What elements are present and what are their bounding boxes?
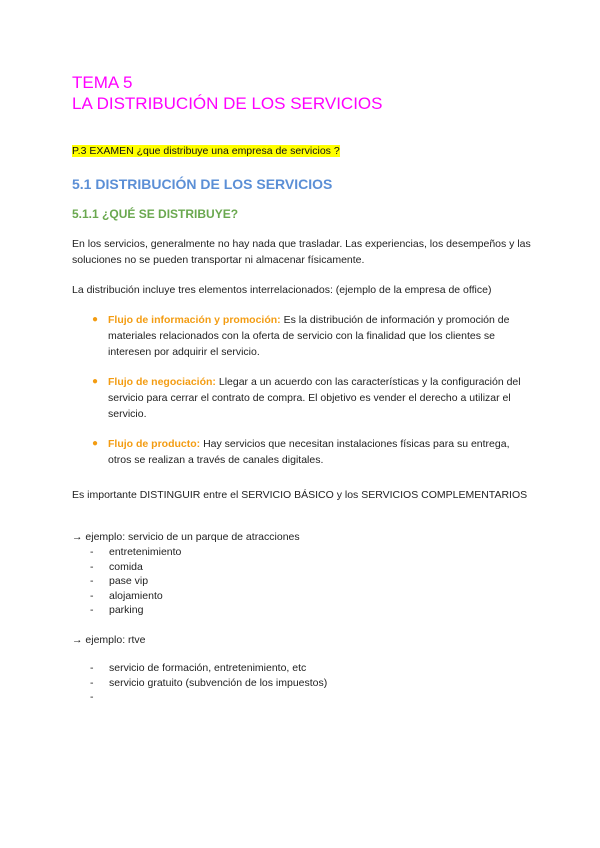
page-title <box>72 72 383 114</box>
list-item <box>72 676 532 691</box>
bullet-text: Llegar a un acuerdo con las características y la configuración del servicio para cerrar el contrato de compra. El objetivo es vender el derecho a utilizar el servicio. <box>108 376 521 420</box>
list-item-text: servicio de formación, entretenimiento, etc <box>109 662 307 674</box>
list-item-text: servicio gratuito (subvención de los impuestos) <box>109 676 328 689</box>
dash-icon: - <box>90 604 94 616</box>
example-1-label: → ejemplo: servicio de un parque de atracciones <box>72 531 300 543</box>
list-item-text: alojamiento <box>109 589 163 602</box>
section-heading: 5.1 DISTRIBUCIÓN DE LOS SERVICIOS <box>72 176 333 192</box>
title-line-2: LA DISTRIBUCIÓN DE LOS SERVICIOS <box>72 94 383 113</box>
list-item-text: entretenimiento <box>109 546 182 558</box>
bullet-dot-icon: ● <box>92 376 99 387</box>
list-item <box>72 574 532 589</box>
exam-note-highlight: P.3 EXAMEN ¿que distribuye una empresa de servicios ? <box>72 145 340 157</box>
example-2-label: → ejemplo: rtve <box>72 634 146 646</box>
dash-icon: - <box>90 662 94 674</box>
distinguish-paragraph: Es importante DISTINGUIR entre el SERVICIO BÁSICO y los SERVICIOS COMPLEMENTARIOS <box>72 489 528 501</box>
bullet-dot-icon: ● <box>92 438 99 449</box>
bullet-text: Es la distribución de información y promoción de materiales relacionados con la oferta de servicio con la finalidad que los clientes se interesen por adquirir el servicio. <box>108 314 510 358</box>
dash-icon: - <box>90 560 94 573</box>
list-item-text: comida <box>109 560 143 573</box>
list-item <box>72 436 532 468</box>
subsection-heading: 5.1.1 ¿QUÉ SE DISTRIBUYE? <box>72 207 239 221</box>
dash-icon: - <box>90 546 94 558</box>
bullet-term: Flujo de producto: <box>108 438 201 450</box>
dash-icon: - <box>90 589 94 602</box>
list-item <box>72 560 532 575</box>
list-item <box>72 312 532 360</box>
bullet-term: Flujo de información y promoción: <box>108 314 281 326</box>
dash-icon: - <box>90 691 94 703</box>
elements-intro: La distribución incluye tres elementos interrelacionados: (ejemplo de la empresa de office) <box>72 284 492 296</box>
dash-icon: - <box>90 575 94 587</box>
list-item-text: pase vip <box>109 575 149 587</box>
example-2-list <box>72 661 532 703</box>
list-item <box>72 545 532 560</box>
intro-paragraph: En los servicios, generalmente no hay nada que trasladar. Las experiencias, los desempeños y las soluciones no se pueden transportar ni almacenar físicamente. <box>72 238 531 266</box>
list-item <box>72 589 532 604</box>
bullet-term: Flujo de negociación: <box>108 376 216 388</box>
flow-bullet-list <box>72 312 532 468</box>
list-item-text: parking <box>109 604 144 616</box>
list-item <box>72 603 532 618</box>
title-line-1: TEMA 5 <box>72 73 133 92</box>
dash-icon: - <box>90 676 94 689</box>
example-1-list <box>72 545 532 618</box>
exam-note <box>72 145 340 158</box>
bullet-dot-icon: ● <box>92 314 99 325</box>
list-item <box>72 661 532 676</box>
list-item <box>72 374 532 422</box>
bullet-text: Hay servicios que necesitan instalaciones físicas para su entrega, otros se realizan a través de canales digitales. <box>108 438 510 466</box>
